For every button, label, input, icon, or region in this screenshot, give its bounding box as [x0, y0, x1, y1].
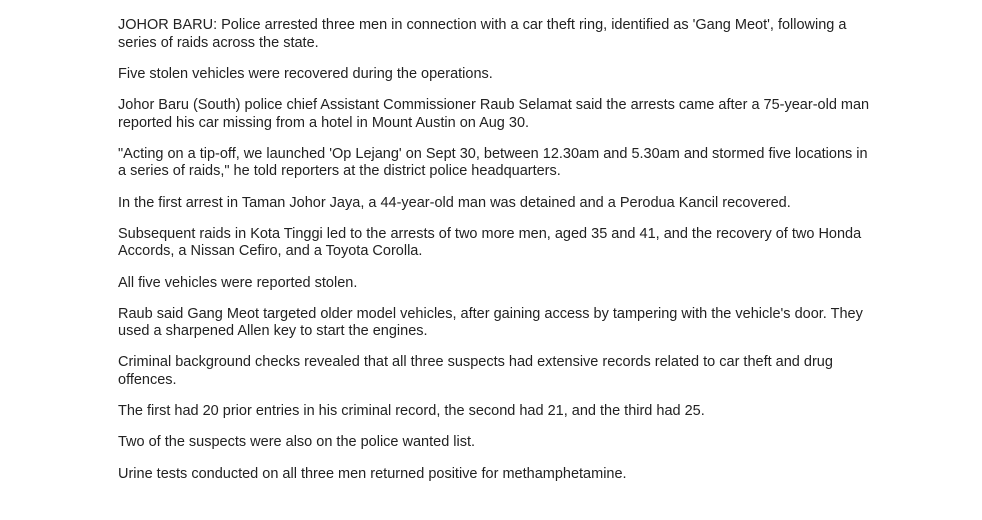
- article-paragraph: All five vehicles were reported stolen.: [118, 274, 358, 291]
- article-paragraph: "Acting on a tip-off, we launched 'Op Lejang' on Sept 30, between 12.30am and 5.30am and stormed five locations in a series of raids," he told reporters at the district police headquarters.: [118, 145, 868, 180]
- article-paragraph: Two of the suspects were also on the police wanted list.: [118, 434, 476, 451]
- article-paragraph: Urine tests conducted on all three men returned positive for methamphetamine.: [118, 465, 627, 482]
- article-paragraph: JOHOR BARU: Police arrested three men in connection with a car theft ring, identified as 'Gang Meot', following a series of raids across the state.: [118, 17, 847, 51]
- article-paragraph: The first had 20 prior entries in his criminal record, the second had 21, and the third had 25.: [118, 403, 705, 420]
- article-paragraph: Raub said Gang Meot targeted older model vehicles, after gaining access by tampering with the vehicle's door. They used a sharpened Allen key to start the engines.: [118, 305, 863, 340]
- article-paragraph: Johor Baru (South) police chief Assistant Commissioner Raub Selamat said the arrests came after a 75-year-old man reported his car missing from a hotel in Mount Austin on Aug 30.: [118, 96, 870, 131]
- article-paragraph: Five stolen vehicles were recovered during the operations.: [118, 65, 493, 82]
- article-body: [118, 17, 878, 497]
- article-paragraph: In the first arrest in Taman Johor Jaya, a 44-year-old man was detained and a Perodua Kancil recovered.: [118, 194, 791, 211]
- article-paragraph: Criminal background checks revealed that all three suspects had extensive records related to car theft and drug offences.: [118, 354, 833, 389]
- article-paragraph: Subsequent raids in Kota Tinggi led to the arrests of two more men, aged 35 and 41, and the recovery of two Honda Accords, a Nissan Cefiro, and a Toyota Corolla.: [118, 225, 862, 260]
